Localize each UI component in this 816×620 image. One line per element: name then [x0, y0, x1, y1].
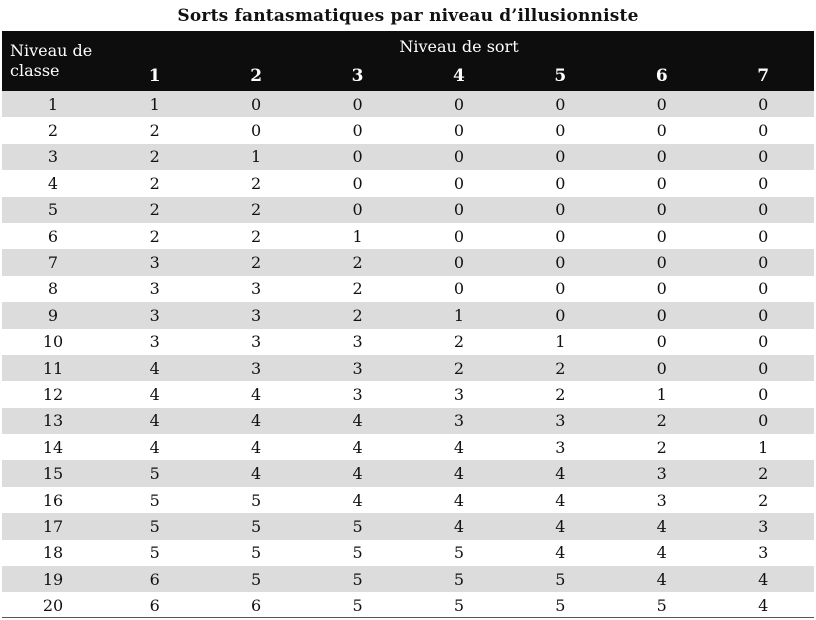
spell-count-cell: 0 — [510, 91, 611, 117]
spell-count-cell: 0 — [307, 117, 408, 143]
class-level-cell: 20 — [2, 592, 104, 618]
spell-count-cell: 3 — [104, 276, 205, 302]
spell-count-cell: 2 — [611, 434, 712, 460]
spell-count-cell: 4 — [104, 381, 205, 407]
spell-count-cell: 2 — [712, 487, 814, 513]
class-level-cell: 15 — [2, 460, 104, 486]
spell-count-cell: 1 — [712, 434, 814, 460]
spell-count-cell: 0 — [712, 302, 814, 328]
spell-count-cell: 4 — [611, 540, 712, 566]
spell-count-cell: 2 — [307, 302, 408, 328]
class-level-cell: 12 — [2, 381, 104, 407]
table-row — [2, 592, 814, 618]
table-row — [2, 170, 814, 196]
class-level-cell: 5 — [2, 197, 104, 223]
spell-count-cell: 3 — [205, 355, 306, 381]
spell-count-cell: 0 — [611, 197, 712, 223]
spell-count-cell: 1 — [104, 91, 205, 117]
spell-count-cell: 0 — [611, 91, 712, 117]
spell-count-cell: 4 — [510, 540, 611, 566]
spell-level-1-header: 1 — [104, 61, 205, 91]
spell-count-cell: 5 — [510, 566, 611, 592]
spell-count-cell: 5 — [104, 513, 205, 539]
class-level-cell: 18 — [2, 540, 104, 566]
spell-count-cell: 0 — [408, 276, 509, 302]
spell-count-cell: 6 — [104, 592, 205, 618]
table-row — [2, 223, 814, 249]
table-row — [2, 144, 814, 170]
spell-count-cell: 4 — [104, 434, 205, 460]
class-level-cell: 10 — [2, 329, 104, 355]
spell-count-cell: 1 — [307, 223, 408, 249]
spell-count-cell: 2 — [205, 249, 306, 275]
spell-count-cell: 0 — [712, 329, 814, 355]
spell-count-cell: 3 — [307, 355, 408, 381]
spell-count-cell: 5 — [205, 487, 306, 513]
class-level-cell: 7 — [2, 249, 104, 275]
spell-level-3-header: 3 — [307, 61, 408, 91]
spell-count-cell: 0 — [307, 197, 408, 223]
spell-count-cell: 2 — [205, 223, 306, 249]
spell-count-cell: 2 — [611, 408, 712, 434]
class-level-cell: 19 — [2, 566, 104, 592]
spell-count-cell: 4 — [307, 460, 408, 486]
table-row — [2, 355, 814, 381]
table-row — [2, 540, 814, 566]
spell-count-cell: 0 — [611, 329, 712, 355]
spell-count-cell: 4 — [205, 408, 306, 434]
spell-count-cell: 0 — [712, 276, 814, 302]
class-level-cell: 8 — [2, 276, 104, 302]
table-row — [2, 487, 814, 513]
spell-count-cell: 3 — [104, 302, 205, 328]
spell-count-cell: 0 — [712, 249, 814, 275]
table-row — [2, 381, 814, 407]
spell-count-cell: 4 — [104, 355, 205, 381]
spell-count-cell: 0 — [408, 91, 509, 117]
spell-count-cell: 5 — [104, 460, 205, 486]
bottom-rule — [2, 617, 814, 618]
spell-count-cell: 4 — [408, 460, 509, 486]
spell-count-cell: 0 — [408, 223, 509, 249]
spell-count-cell: 4 — [104, 408, 205, 434]
spell-count-cell: 4 — [510, 460, 611, 486]
spell-count-cell: 4 — [611, 566, 712, 592]
spell-count-cell: 2 — [510, 381, 611, 407]
spell-count-cell: 0 — [611, 276, 712, 302]
spell-count-cell: 5 — [205, 513, 306, 539]
spell-count-cell: 6 — [205, 592, 306, 618]
spell-count-cell: 0 — [510, 170, 611, 196]
spell-count-cell: 3 — [205, 329, 306, 355]
table-row — [2, 117, 814, 143]
spell-count-cell: 3 — [307, 381, 408, 407]
spell-count-cell: 4 — [510, 487, 611, 513]
spell-count-cell: 0 — [510, 249, 611, 275]
spell-count-cell: 0 — [408, 197, 509, 223]
table-header — [2, 31, 814, 91]
class-level-cell: 9 — [2, 302, 104, 328]
spell-count-cell: 0 — [712, 381, 814, 407]
class-level-cell: 1 — [2, 91, 104, 117]
spell-count-cell: 3 — [205, 276, 306, 302]
spell-count-cell: 0 — [611, 223, 712, 249]
spell-count-cell: 0 — [307, 91, 408, 117]
table-row — [2, 197, 814, 223]
class-level-cell: 11 — [2, 355, 104, 381]
spell-count-cell: 5 — [408, 540, 509, 566]
table-row — [2, 302, 814, 328]
class-level-cell: 2 — [2, 117, 104, 143]
spell-count-cell: 1 — [205, 144, 306, 170]
spell-count-cell: 2 — [104, 223, 205, 249]
spell-count-cell: 5 — [104, 487, 205, 513]
spell-count-cell: 4 — [408, 513, 509, 539]
spell-count-cell: 3 — [104, 249, 205, 275]
spell-count-cell: 3 — [611, 487, 712, 513]
spell-count-cell: 2 — [307, 276, 408, 302]
spell-count-cell: 0 — [408, 117, 509, 143]
table-row — [2, 408, 814, 434]
spell-count-cell: 4 — [712, 566, 814, 592]
spell-count-cell: 0 — [712, 91, 814, 117]
spell-count-cell: 3 — [408, 408, 509, 434]
spell-count-cell: 2 — [712, 460, 814, 486]
spell-count-cell: 0 — [307, 144, 408, 170]
spell-level-header: Niveau de sort — [104, 31, 814, 61]
table-row — [2, 249, 814, 275]
spell-count-cell: 0 — [408, 144, 509, 170]
spell-count-cell: 3 — [510, 434, 611, 460]
spell-count-cell: 2 — [205, 170, 306, 196]
spell-count-cell: 0 — [510, 197, 611, 223]
table-row — [2, 513, 814, 539]
spell-count-cell: 4 — [307, 434, 408, 460]
spell-count-cell: 4 — [611, 513, 712, 539]
spell-count-cell: 0 — [712, 170, 814, 196]
spell-level-4-header: 4 — [408, 61, 509, 91]
spell-count-cell: 0 — [307, 170, 408, 196]
spell-count-cell: 4 — [712, 592, 814, 618]
spell-count-cell: 2 — [104, 197, 205, 223]
spell-count-cell: 2 — [510, 355, 611, 381]
spell-count-cell: 4 — [205, 381, 306, 407]
spell-count-cell: 5 — [510, 592, 611, 618]
spell-count-cell: 5 — [307, 540, 408, 566]
class-level-cell: 14 — [2, 434, 104, 460]
spell-count-cell: 5 — [104, 540, 205, 566]
spell-count-cell: 0 — [510, 302, 611, 328]
spell-count-cell: 1 — [408, 302, 509, 328]
class-level-cell: 13 — [2, 408, 104, 434]
spell-count-cell: 2 — [104, 144, 205, 170]
spell-count-cell: 0 — [205, 91, 306, 117]
spell-count-cell: 3 — [307, 329, 408, 355]
spell-count-cell: 5 — [408, 592, 509, 618]
class-level-header-line2: classe — [10, 61, 60, 80]
table-row — [2, 566, 814, 592]
class-level-cell: 4 — [2, 170, 104, 196]
spell-count-cell: 4 — [408, 434, 509, 460]
spell-count-cell: 4 — [510, 513, 611, 539]
spell-count-cell: 0 — [611, 144, 712, 170]
class-level-cell: 16 — [2, 487, 104, 513]
spell-count-cell: 3 — [712, 513, 814, 539]
spell-count-cell: 2 — [408, 355, 509, 381]
spell-count-cell: 0 — [510, 144, 611, 170]
spell-count-cell: 2 — [104, 117, 205, 143]
spell-count-cell: 0 — [611, 302, 712, 328]
spell-count-cell: 5 — [307, 592, 408, 618]
spell-level-2-header: 2 — [205, 61, 306, 91]
spell-count-cell: 4 — [307, 408, 408, 434]
spell-count-cell: 5 — [611, 592, 712, 618]
table-row — [2, 329, 814, 355]
class-level-header — [2, 31, 104, 91]
spell-count-cell: 3 — [712, 540, 814, 566]
spell-count-cell: 5 — [205, 540, 306, 566]
spell-count-cell: 1 — [510, 329, 611, 355]
spell-count-cell: 0 — [408, 249, 509, 275]
table-row — [2, 434, 814, 460]
spell-count-cell: 4 — [307, 487, 408, 513]
spell-count-cell: 3 — [408, 381, 509, 407]
spell-count-cell: 0 — [712, 197, 814, 223]
spell-count-cell: 5 — [307, 513, 408, 539]
spell-count-cell: 0 — [510, 223, 611, 249]
spell-count-cell: 2 — [408, 329, 509, 355]
spell-count-cell: 0 — [611, 249, 712, 275]
class-level-cell: 17 — [2, 513, 104, 539]
spell-count-cell: 4 — [205, 460, 306, 486]
spell-level-5-header: 5 — [510, 61, 611, 91]
spell-level-7-header: 7 — [712, 61, 814, 91]
spell-count-cell: 0 — [611, 170, 712, 196]
class-level-cell: 6 — [2, 223, 104, 249]
spell-count-cell: 0 — [510, 276, 611, 302]
table-row — [2, 276, 814, 302]
spell-count-cell: 2 — [205, 197, 306, 223]
spell-count-cell: 5 — [307, 566, 408, 592]
spell-count-cell: 0 — [205, 117, 306, 143]
spell-level-row — [2, 61, 814, 91]
spell-count-cell: 0 — [712, 117, 814, 143]
class-level-header-line1: Niveau de — [10, 41, 93, 60]
spell-count-cell: 2 — [104, 170, 205, 196]
spell-count-cell: 0 — [712, 408, 814, 434]
spell-count-cell: 3 — [104, 329, 205, 355]
table-body — [2, 91, 814, 619]
spell-count-cell: 0 — [712, 355, 814, 381]
spell-count-cell: 1 — [611, 381, 712, 407]
spell-count-cell: 5 — [408, 566, 509, 592]
table-row — [2, 91, 814, 117]
table-title: Sorts fantasmatiques par niveau d’illusionniste — [177, 6, 639, 26]
spell-count-cell: 5 — [205, 566, 306, 592]
spell-count-cell: 0 — [611, 117, 712, 143]
spell-count-cell: 4 — [408, 487, 509, 513]
spell-count-cell: 4 — [205, 434, 306, 460]
spells-table — [2, 31, 814, 619]
spell-count-cell: 6 — [104, 566, 205, 592]
spell-level-6-header: 6 — [611, 61, 712, 91]
spell-count-cell: 0 — [408, 170, 509, 196]
spell-count-cell: 0 — [510, 117, 611, 143]
spell-count-cell: 2 — [307, 249, 408, 275]
class-level-cell: 3 — [2, 144, 104, 170]
spell-count-cell: 0 — [611, 355, 712, 381]
spell-count-cell: 3 — [510, 408, 611, 434]
spell-count-cell: 3 — [611, 460, 712, 486]
spell-count-cell: 0 — [712, 223, 814, 249]
spell-count-cell: 3 — [205, 302, 306, 328]
table-row — [2, 460, 814, 486]
spell-count-cell: 0 — [712, 144, 814, 170]
